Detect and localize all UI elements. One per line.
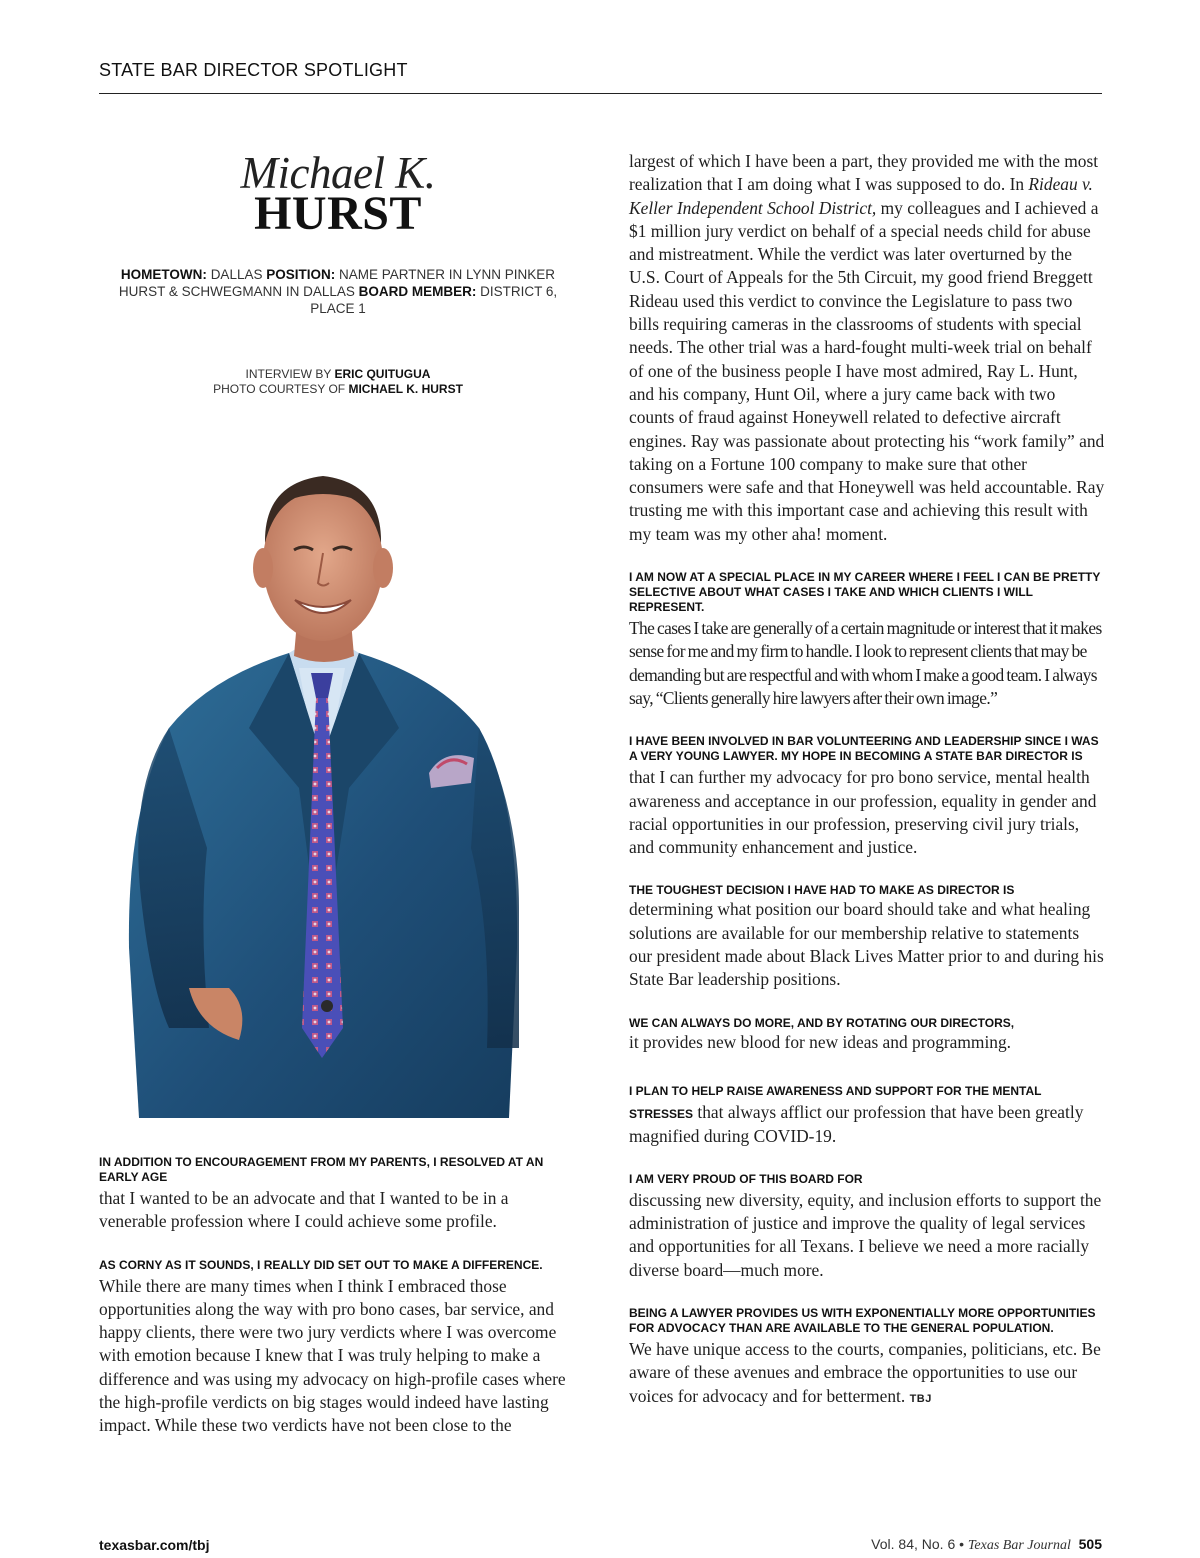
photo-credit <box>99 382 577 397</box>
qa-answer-2: While there are many times when I think I embraced those opportunities along the way with pro bono cases, bar service, and happy clients, there were two jury verdicts where I was overcome with emotion because I knew that I was truly helping to make a difference and was using my advocacy on high-profile cases where the high-profile verdicts on big stages would indeed have lasting impact. While these two verdicts have not been close to the <box>99 1275 566 1436</box>
right-qa-block <box>629 150 1105 1411</box>
position-value: NAME PARTNER IN LYNN PINKER HURST & SCHWEGMANN IN DALLAS <box>118 267 556 299</box>
qa-lead-7: I PLAN TO HELP RAISE AWARENESS AND SUPPORT FOR THE MENTAL STRESSES <box>629 1083 1042 1122</box>
qa-lead-1: IN ADDITION TO ENCOURAGEMENT FROM MY PARENTS, I RESOLVED AT AN EARLY AGE <box>99 1155 544 1184</box>
qa-lead-8: I AM VERY PROUD OF THIS BOARD FOR <box>629 1171 863 1186</box>
qa-answer-6: it provides new blood for new ideas and programming. <box>629 1031 1012 1052</box>
board-value: DISTRICT 6, PLACE 1 <box>310 284 558 316</box>
profile-last-name: HURST <box>254 187 422 240</box>
header-divider <box>99 93 1102 94</box>
interview-label: INTERVIEW BY <box>245 367 332 381</box>
portrait-photo <box>99 428 545 1118</box>
profile-bio <box>99 266 577 317</box>
qa-answer-7: that always afflict our profession that have been greatly magnified during COVID-19. <box>629 1102 1084 1146</box>
qa-answer-3: The cases I take are generally of a certain magnitude or interest that it makes sense for me and my firm to handle. I look to represent clients that may be demanding but are respectful and with whom I make a good team. I always say, “Clients generally hire lawyers after their own image.” <box>629 618 1102 708</box>
photo-credit-label: PHOTO COURTESY OF <box>213 382 346 396</box>
qa-answer-4: that I can further my advocacy for pro bono service, mental health awareness and acceptance in our profession, equality in gender and racial opportunities in our profession, preserving civil jury trials, and community enhancement and justice. <box>629 767 1097 858</box>
left-qa-block <box>99 1155 577 1438</box>
interviewer-name: ERIC QUITUGUA <box>334 367 431 381</box>
qa-answer-2-continued <box>629 150 1105 546</box>
qa-answer-9 <box>629 1338 1105 1411</box>
qa-answer-1: that I wanted to be an advocate and that I wanted to be in a venerable profession where I could achieve some profile. <box>99 1188 509 1232</box>
footer-volume: Vol. 84, No. 6 <box>871 1536 956 1552</box>
qa-lead-5: THE TOUGHEST DECISION I HAVE HAD TO MAKE AS DIRECTOR IS <box>629 883 1015 898</box>
qa-item-7 <box>629 1078 1105 1148</box>
continued-text-b: my colleagues and I achieved a $1 million jury verdict on behalf of a special needs child for abuse and mistreatment. While the verdict was later overturned by the U.S. Court of Appeals for the 5th Circuit, my good friend Breggett Rideau used this verdict to convince the Legislature to pass two bills requiring cameras in the classrooms of students with special needs. The other trial was a hard-fought multi-week trial on behalf of one of the business people I have most admired, Ray L. Hunt, and his company, Hunt Oil, where a jury came back with two counts of fraud against Honeywell related to defective aircraft engines. Ray was passionate about protecting his “work family” and taking on a Fortune 100 company to make sure that other consumers were safe and that Honeywell was held accountable. Ray trusting me with this important case and achieving this result with my team was my other aha! moment. <box>629 197 1105 544</box>
qa-lead-4: I HAVE BEEN INVOLVED IN BAR VOLUNTEERING AND LEADERSHIP SINCE I WAS A VERY YOUNG LAWYER. MY HOPE IN BECOMING A STATE BAR DIRECTOR IS <box>629 734 1099 764</box>
qa-answer-5: determining what position our board should take and what healing solutions are available for our membership relative to statements our president made about Black Lives Matter prior to and during his State Bar leadership positions. <box>629 899 1104 990</box>
qa-lead-3: I AM NOW AT A SPECIAL PLACE IN MY CAREER WHERE I FEEL I CAN BE PRETTY SELECTIVE ABOUT WHAT CASES I TAKE AND WHICH CLIENTS I WILL REPRESENT. <box>629 570 1101 615</box>
qa-answer-8: discussing new diversity, equity, and inclusion efforts to support the administration of justice and improve the quality of legal services and opportunities for all Texans. I believe we need a more racially diverse board—much more. <box>629 1189 1102 1280</box>
footer-issue-info <box>871 1536 1102 1554</box>
hometown-label: HOMETOWN: <box>120 267 207 282</box>
qa-lead-6: WE CAN ALWAYS DO MORE, AND BY ROTATING OUR DIRECTORS, <box>629 1015 1015 1030</box>
position-label: POSITION: <box>266 267 336 282</box>
footer-website: texasbar.com/tbj <box>99 1537 210 1553</box>
qa-answer-9-text: We have unique access to the courts, companies, politicians, etc. Be aware of these avenues and embrace the opportunities to use our voices for advocacy and for betterment. <box>629 1338 1101 1406</box>
footer-journal: Texas Bar Journal <box>967 1538 1071 1553</box>
footer-bullet: • <box>959 1536 965 1552</box>
qa-lead-2: AS CORNY AS IT SOUNDS, I REALLY DID SET OUT TO MAKE A DIFFERENCE. <box>99 1257 543 1272</box>
case-name: Rideau v. Keller Independent School District, <box>629 174 1093 218</box>
profile-first-name: Michael K. <box>240 148 436 198</box>
end-mark: TBJ <box>909 1392 932 1405</box>
interview-credit <box>99 367 577 382</box>
qa-lead-9: BEING A LAWYER PROVIDES US WITH EXPONENTIALLY MORE OPPORTUNITIES FOR ADVOCACY THAN ARE AVAILABLE TO THE GENERAL POPULATION. <box>629 1305 1096 1335</box>
board-label: BOARD MEMBER: <box>358 284 477 299</box>
article-credits <box>99 367 577 397</box>
profile-column <box>99 150 577 397</box>
section-label: STATE BAR DIRECTOR SPOTLIGHT <box>99 60 408 80</box>
photographer-name: MICHAEL K. HURST <box>348 382 463 396</box>
portrait-illustration <box>99 428 545 1118</box>
continued-text-a: largest of which I have been a part, they provided me with the most realization that I am doing what I was supposed to do. In <box>629 151 1099 195</box>
hometown-value: DALLAS <box>210 267 263 282</box>
page-number: 505 <box>1078 1536 1102 1552</box>
